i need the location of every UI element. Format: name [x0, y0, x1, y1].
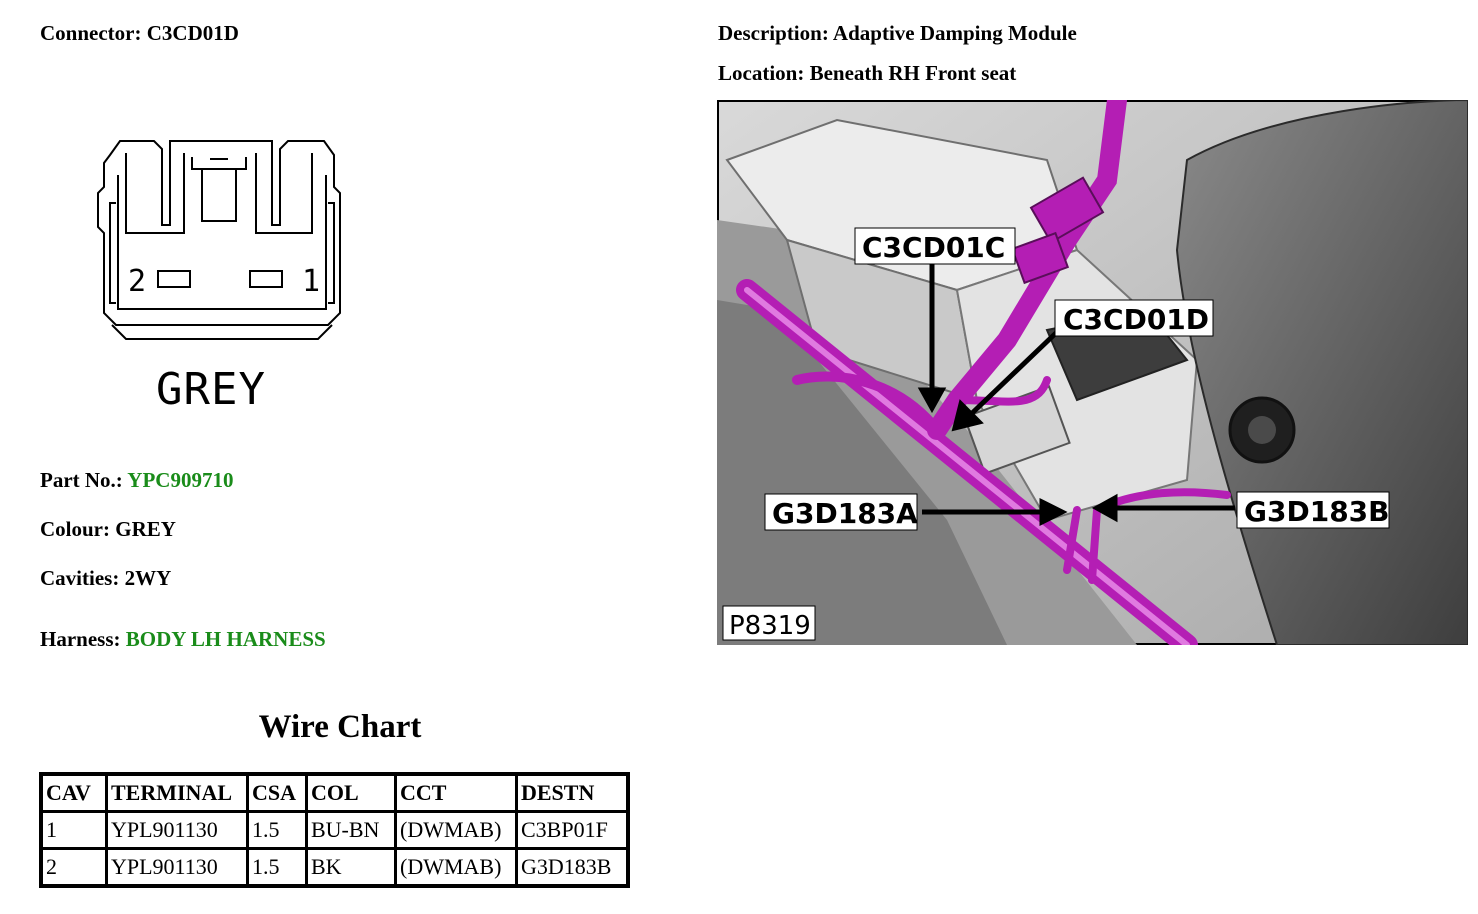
- pin-2-label: 2: [128, 264, 147, 299]
- cell-cav: 2: [41, 849, 107, 887]
- connector-value: C3CD01D: [146, 21, 239, 45]
- description-heading: [718, 21, 1077, 45]
- cell-terminal: YPL901130: [107, 812, 248, 849]
- callout-g3d183a: G3D183A: [772, 497, 918, 530]
- cell-csa: 1.5: [248, 812, 307, 849]
- connector-heading: [40, 21, 239, 45]
- connector-face-drawing: [92, 133, 352, 353]
- callout-g3d183b: G3D183B: [1244, 495, 1390, 528]
- harness-label: Harness:: [40, 627, 121, 651]
- cavities-line: [40, 566, 171, 590]
- cell-destn: G3D183B: [517, 849, 629, 887]
- colour-line: [40, 517, 176, 541]
- colour-value: GREY: [115, 517, 176, 541]
- table-row: [41, 812, 628, 849]
- harness-link[interactable]: BODY LH HARNESS: [125, 627, 326, 651]
- figure-id-label: P8319: [729, 611, 811, 641]
- cell-cav: 1: [41, 812, 107, 849]
- description-label: Description:: [718, 21, 829, 45]
- cell-terminal: YPL901130: [107, 849, 248, 887]
- header-cav: CAV: [41, 774, 107, 812]
- header-terminal: TERMINAL: [107, 774, 248, 812]
- cell-cct: (DWMAB): [396, 849, 517, 887]
- cell-destn: C3BP01F: [517, 812, 629, 849]
- part-number-line: [40, 468, 233, 492]
- location-label: Location:: [718, 61, 805, 85]
- location-heading: [718, 61, 1016, 85]
- pin-1-label: 1: [302, 264, 321, 299]
- cavities-label: Cavities:: [40, 566, 120, 590]
- description-value: Adaptive Damping Module: [832, 21, 1077, 45]
- location-value: Beneath RH Front seat: [809, 61, 1017, 85]
- header-col: COL: [307, 774, 396, 812]
- colour-label: Colour:: [40, 517, 110, 541]
- part-number-link[interactable]: YPC909710: [127, 468, 234, 492]
- connector-label: Connector:: [40, 21, 142, 45]
- wire-chart-title: Wire Chart: [258, 709, 422, 745]
- header-destn: DESTN: [517, 774, 629, 812]
- callout-c3cd01c: C3CD01C: [862, 231, 1006, 264]
- connector-colour-caption: GREY: [156, 364, 266, 415]
- header-cct: CCT: [396, 774, 517, 812]
- header-csa: CSA: [248, 774, 307, 812]
- location-photo: [717, 100, 1468, 645]
- callout-c3cd01d: C3CD01D: [1063, 303, 1210, 336]
- harness-line: [40, 627, 326, 651]
- cell-csa: 1.5: [248, 849, 307, 887]
- wire-chart-table: [39, 772, 630, 888]
- cell-cct: (DWMAB): [396, 812, 517, 849]
- table-header-row: [41, 774, 628, 812]
- table-row: [41, 849, 628, 887]
- cell-col: BK: [307, 849, 396, 887]
- part-number-label: Part No.:: [40, 468, 123, 492]
- cavities-value: 2WY: [124, 566, 172, 590]
- cell-col: BU-BN: [307, 812, 396, 849]
